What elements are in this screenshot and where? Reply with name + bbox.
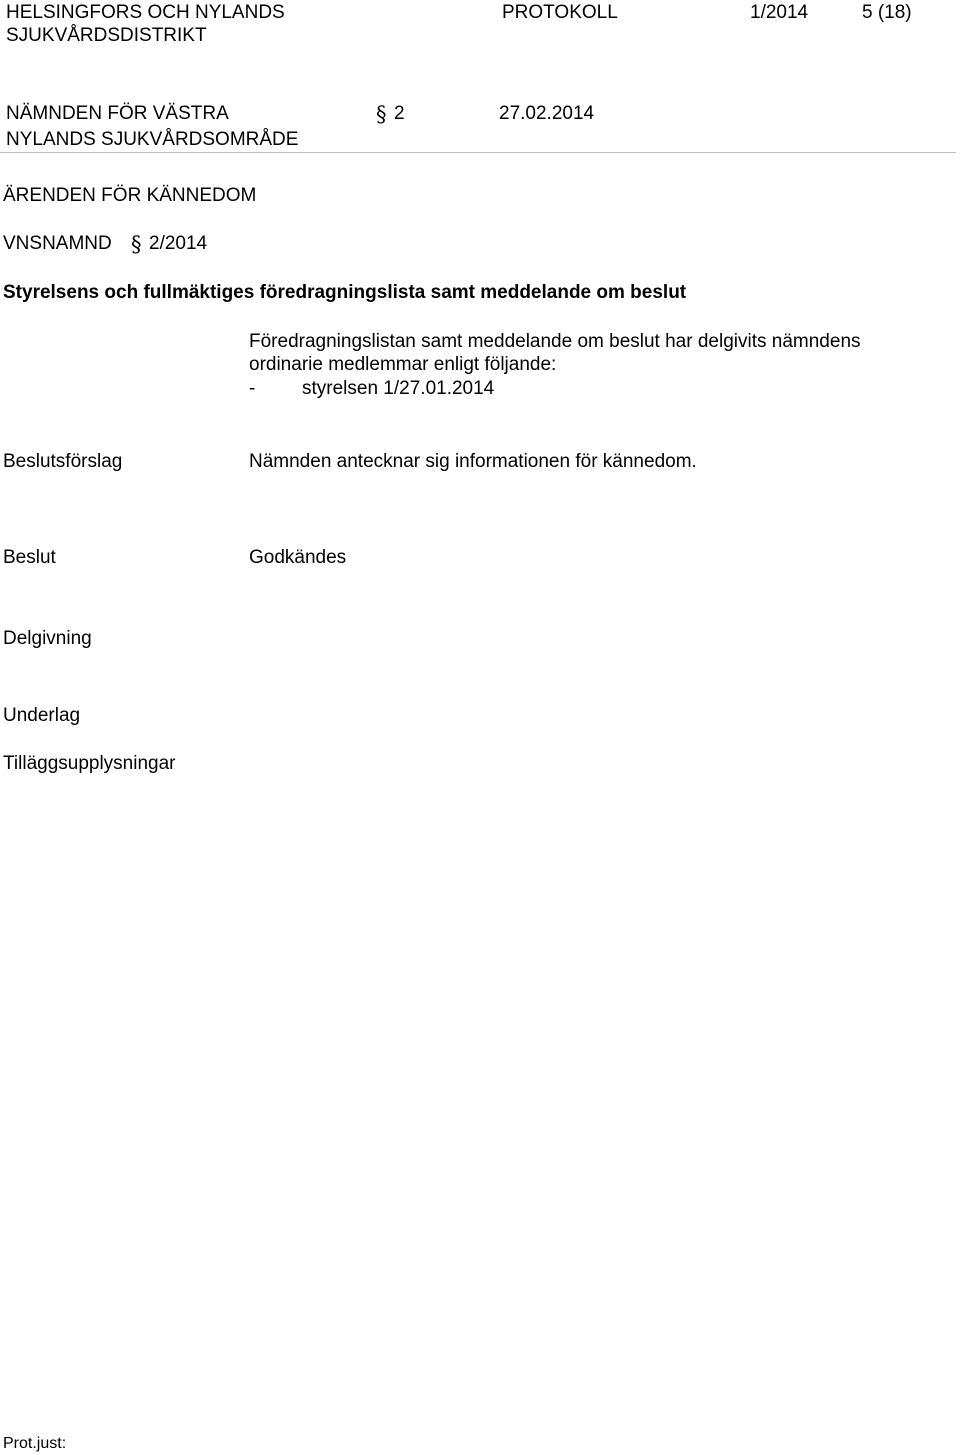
list-item: styrelsen 1/27.01.2014 [302, 378, 495, 399]
paragraph-line1: Föredragningslistan samt meddelande om beslut har delgivits nämndens [249, 331, 861, 352]
board-name-line1: NÄMNDEN FÖR VÄSTRA [6, 103, 229, 124]
proposal-label: Beslutsförslag [3, 451, 123, 472]
organization-name-line1: HELSINGFORS OCH NYLANDS [6, 2, 285, 23]
meeting-date: 27.02.2014 [499, 103, 595, 124]
category-heading: ÄRENDEN FÖR KÄNNEDOM [3, 185, 257, 206]
section-number: 2 [394, 103, 405, 124]
reference-section-sign: § [131, 232, 142, 256]
minutes-checked-label: Prot.just: [3, 1435, 67, 1452]
reference-prefix: VNSNAMND [3, 233, 112, 254]
decision-text: Godkändes [249, 547, 347, 568]
attachments-label: Underlag [3, 705, 81, 726]
additional-info-label: Tilläggsupplysningar [3, 753, 176, 774]
proposal-text: Nämnden antecknar sig informationen för kännedom. [249, 451, 697, 472]
paragraph-line2: ordinarie medlemmar enligt följande: [249, 354, 557, 375]
reference-number: 2/2014 [149, 233, 208, 254]
list-dash: - [249, 378, 256, 399]
document-type: PROTOKOLL [502, 2, 618, 23]
matter-title: Styrelsens och fullmäktiges föredragningslista samt meddelande om beslut [3, 282, 687, 303]
organization-name-line2: SJUKVÅRDSDISTRIKT [6, 25, 207, 46]
section-sign: § [376, 102, 387, 126]
board-name-line2: NYLANDS SJUKVÅRDSOMRÅDE [6, 129, 299, 150]
decision-label: Beslut [3, 547, 56, 568]
page-number: 5 (18) [862, 2, 912, 23]
protocol-number: 1/2014 [750, 2, 809, 23]
header-divider [0, 152, 956, 153]
notification-label: Delgivning [3, 628, 92, 649]
